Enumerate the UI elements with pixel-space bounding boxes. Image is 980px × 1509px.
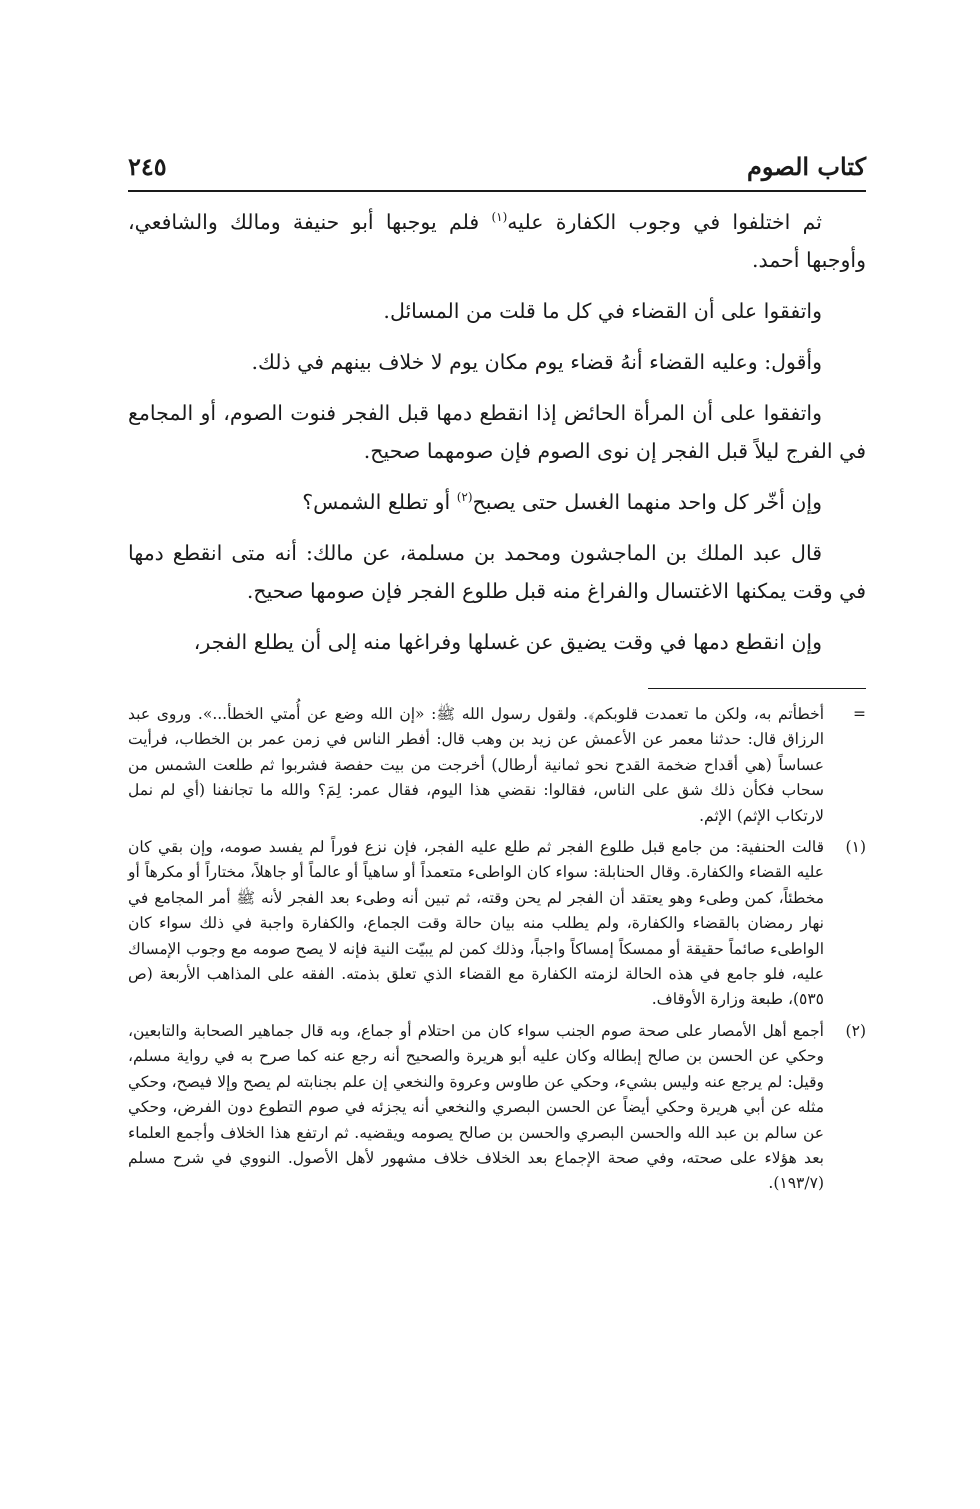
footnote-marker: =: [853, 705, 866, 723]
running-title: كتاب الصوم: [747, 152, 866, 181]
paragraph-text: وأقول: وعليه القضاء أنهُ قضاء يوم مكان يوم لا خلاف بينهم في ذلك.: [251, 350, 822, 374]
footnote-marker: (٢): [845, 1021, 866, 1040]
paragraph: [128, 292, 866, 330]
page-header: [128, 150, 866, 192]
paragraph-text: واتفقوا على أن المرأة الحائض إذا انقطع دمها قبل الفجر فنوت الصوم، أو المجامع في الفرج ليلاً قبل الفجر إن نوى الصوم فإن صومهما صحيح.: [128, 401, 866, 463]
footnote-text: أجمع أهل الأمصار على صحة صوم الجنب سواء كان من احتلام أو جماع، وبه قال جماهير الصحابة والتابعين، وحكي عن الحسن بن صالح إبطاله وكان عليه أبو هريرة والصحيح أنه رجع عنه كما صرح به في رواية مسلم، وقيل: لم يرجع عنه وليس بشيء، وحكي عن طاوس وعروة والنخعي إن علم بجنابته لم يصح وإلا فيصح، وحكي مثله عن أبي هريرة وحكي أيضاً عن الحسن البصري والنخعي أنه يجزئه في صوم التطوع دون الفرض، وحكي عن سالم بن عبد الله والحسن البصري والحسن بن صالح يصومه ويقضيه. ثم ارتفع هذا الخلاف وأجمع العلماء بعد هؤلاء على صحته، وفي صحة الإجماع بعد الخلاف خلاف مشهور لأهل الأصول. النووي في شرح مسلم (١٩٣/٧).: [128, 1021, 824, 1193]
paragraph: [128, 483, 866, 521]
main-text: [128, 203, 866, 674]
footnote-marker: (١): [845, 838, 866, 857]
header-rule: [128, 190, 866, 192]
paragraph-text: وإن أخّر كل واحد منهما الغسل حتى يصبح: [472, 490, 822, 514]
page-number: ٢٤٥: [128, 152, 167, 181]
footnote-separator: [648, 688, 866, 689]
footnote-ref: (٢): [456, 490, 473, 505]
footnote-text: أخطأتم به، ولكن ما تعمدت قلوبكم﴾. ولقول رسول الله ﷺ: «إن الله وضع عن أُمتي الخطأ...». وروى عبد الرزاق قال: حدثنا معمر عن الأعمش عن زيد بن وهب قال: أفطر الناس في زمن عمر بن الخطاب، فرأيت عساساً (هي أقداح ضخمة القدح نحو ثمانية أرطال) أخرجت من بيت حفصة فشربوا ثم طلعت الشمس من سحاب فكأن ذلك شق على الناس، فقالوا: نقضي هذا اليوم، فقال عمر: لِمَ؟ والله ما تجانفنا (أي لم نمل لارتكاب الإثم) الإثم.: [128, 705, 824, 825]
footnote-ref: (١): [491, 210, 508, 225]
paragraph: [128, 343, 866, 381]
footnote-1: [128, 835, 866, 1013]
paragraph: [128, 203, 866, 279]
paragraph: [128, 534, 866, 610]
paragraph-text: وإن انقطع دمها في وقت يضيق عن غسلها وفراغها منه إلى أن يطلع الفجر،: [193, 630, 822, 654]
footnote-continuation: [128, 702, 866, 829]
paragraph: [128, 623, 866, 661]
paragraph-text: قال عبد الملك بن الماجشون ومحمد بن مسلمة، عن مالك: أنه متى انقطع دمها في وقت يمكنها الاغتسال والفراغ منه قبل طلوع الفجر فإن صومها صحيح.: [128, 541, 866, 603]
footnote-2: [128, 1019, 866, 1197]
footnote-text: قالت الحنفية: من جامع قبل طلوع الفجر ثم طلع عليه الفجر، فإن نزع فوراً لم يفسد صومه، وإن بقي كان عليه القضاء والكفارة. وقال الحنابلة: سواء كان الواطىء متعمداً أو ساهياً أو عالماً أو جاهلاً، مختاراً أو مكرهاً أو مخطئاً، كمن وطىء وهو يعتقد أن الفجر لم يحن وقته، ثم تبين أنه وطىء بعد الفجر لأنه ﷺ أمر المجامع في نهار رمضان بالقضاء والكفارة، ولم يطلب منه بيان حالة وقت الجماع، والكفارة واجبة في ذلك سواء كان الواطىء صائماً حقيقة أو ممسكاً إمساكاً واجباً، وذلك كمن لم يبيّت النية فإنه لا يصح صومه مع وجوب الإمساك عليه، فلو جامع في هذه الحالة لزمته الكفارة مع القضاء الذي تعلق بذمته. الفقه على المذاهب الأربعة (ص ٥٣٥)، طبعة وزارة الأوقاف.: [128, 838, 824, 1009]
paragraph-text: واتفقوا على أن القضاء في كل ما قلت من المسائل.: [383, 299, 822, 323]
paragraph-text: ثم اختلفوا في وجوب الكفارة عليه: [507, 210, 822, 234]
paragraph-text: فلم يوجبها أبو حنيفة ومالك والشافعي، وأوجبها أحمد.: [128, 210, 866, 272]
footnotes: [128, 702, 866, 1203]
paragraph: [128, 394, 866, 470]
paragraph-text: أو تطلع الشمس؟: [302, 490, 457, 514]
